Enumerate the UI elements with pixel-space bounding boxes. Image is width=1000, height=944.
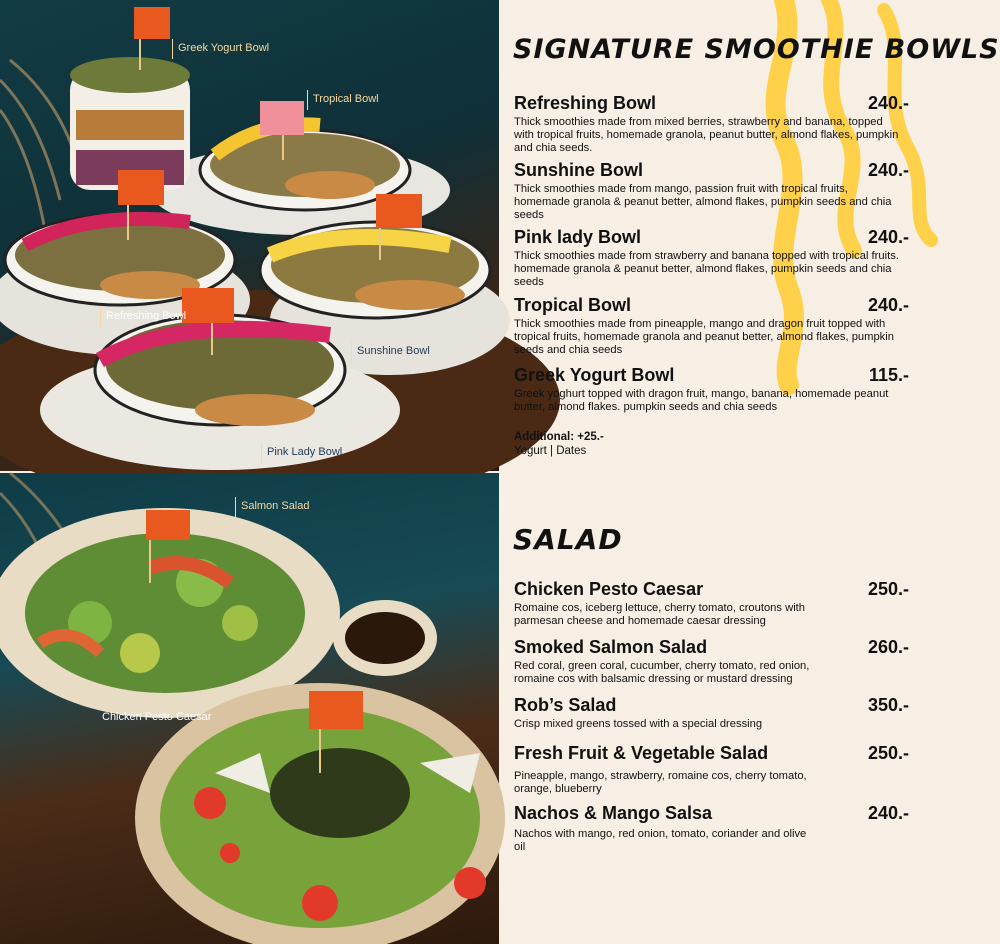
item-price: 240.- bbox=[867, 93, 909, 113]
item-price: 240.- bbox=[867, 295, 909, 315]
label-greek-yogurt-bowl: Greek Yogurt Bowl bbox=[178, 42, 269, 54]
item-price: 240.- bbox=[867, 803, 909, 823]
menu-item bbox=[514, 160, 909, 223]
section-title-salad: SALAD bbox=[513, 523, 623, 556]
item-description: Thick smoothies made from pineapple, mango and dragon fruit topped with tropical fruits, homemade granola and peanut better, almond flakes, pumpkin seeds and chia seeds bbox=[514, 318, 894, 357]
item-name: Smoked Salmon Salad bbox=[514, 637, 708, 657]
label-salmon-salad: Salmon Salad bbox=[241, 500, 310, 512]
item-description: Thick smoothies made from mango, passion fruit with tropical fruits, homemade granola & peanut better, almond flakes, pumpkin seeds and chia seeds bbox=[514, 183, 892, 222]
additional-note bbox=[514, 430, 604, 458]
item-price: 250.- bbox=[867, 743, 909, 763]
label-sunshine-bowl: Sunshine Bowl bbox=[357, 345, 430, 357]
item-description: Pineapple, mango, strawberry, romaine cos, cherry tomato, orange, blueberry bbox=[514, 770, 807, 796]
item-description: Crisp mixed greens tossed with a special dressing bbox=[514, 718, 763, 730]
item-price: 240.- bbox=[867, 160, 909, 180]
menu-item bbox=[514, 365, 909, 414]
menu-item bbox=[514, 93, 909, 156]
item-name: Fresh Fruit & Vegetable Salad bbox=[514, 743, 769, 763]
salads-photo bbox=[0, 473, 499, 944]
menu-item bbox=[514, 227, 909, 290]
item-price: 115.- bbox=[868, 365, 909, 385]
menu-item bbox=[514, 803, 909, 854]
item-price: 250.- bbox=[867, 579, 909, 599]
item-description: Greek yoghurt topped with dragon fruit, mango, banana, homemade peanut butter, almond flakes. pumpkin seeds and chia seeds bbox=[514, 388, 889, 414]
salads-illustration bbox=[0, 473, 499, 944]
item-description: Romaine cos, iceberg lettuce, cherry tomato, croutons with parmesan cheese and homemade caesar dressing bbox=[514, 602, 806, 628]
item-name: Refreshing Bowl bbox=[514, 93, 657, 113]
smoothie-bowls-illustration bbox=[0, 0, 499, 471]
item-name: Sunshine Bowl bbox=[514, 160, 644, 180]
section-title-smoothie: SIGNATURE SMOOTHIE BOWLS bbox=[513, 34, 1000, 65]
item-name: Tropical Bowl bbox=[514, 295, 632, 315]
item-name: Greek Yogurt Bowl bbox=[514, 365, 675, 385]
additional-items: Yogurt | Dates bbox=[514, 445, 587, 457]
item-price: 260.- bbox=[867, 637, 909, 657]
item-price: 240.- bbox=[867, 227, 909, 247]
item-description: Thick smoothies made from strawberry and banana topped with tropical fruits. homemade granola & peanut better, almond flakes, pumpkin seeds and chia seeds bbox=[514, 250, 899, 289]
menu-item bbox=[514, 695, 909, 731]
menu-item bbox=[514, 295, 909, 358]
label-refreshing-bowl: Refreshing Bowl bbox=[106, 310, 186, 322]
additional-label: Additional: +25.- bbox=[514, 431, 604, 443]
label-tropical-bowl: Tropical Bowl bbox=[313, 93, 379, 105]
smoothie-bowls-photo bbox=[0, 0, 499, 471]
menu-item bbox=[514, 579, 909, 628]
item-description: Nachos with mango, red onion, tomato, coriander and olive oil bbox=[514, 828, 807, 854]
item-price: 350.- bbox=[867, 695, 909, 715]
item-name: Pink lady Bowl bbox=[514, 227, 642, 247]
label-chicken-pesto-caesar: Chicken Pesto Caesar bbox=[102, 711, 212, 723]
item-name: Chicken Pesto Caesar bbox=[514, 579, 704, 599]
menu-item bbox=[514, 743, 909, 796]
item-name: Rob’s Salad bbox=[514, 695, 617, 715]
label-pink-lady-bowl: Pink Lady Bowl bbox=[267, 446, 342, 458]
item-description: Red coral, green coral, cucumber, cherry tomato, red onion, romaine cos with balsamic dressing or mustard dressing bbox=[514, 660, 810, 686]
item-description: Thick smoothies made from mixed berries, strawberry and banana, topped with tropical fruits, homemade granola, peanut butter, almond flakes, pumpkin and chia seeds. bbox=[514, 116, 899, 155]
menu-item bbox=[514, 637, 909, 686]
menu-panel bbox=[499, 0, 1000, 944]
item-name: Nachos & Mango Salsa bbox=[514, 803, 713, 823]
